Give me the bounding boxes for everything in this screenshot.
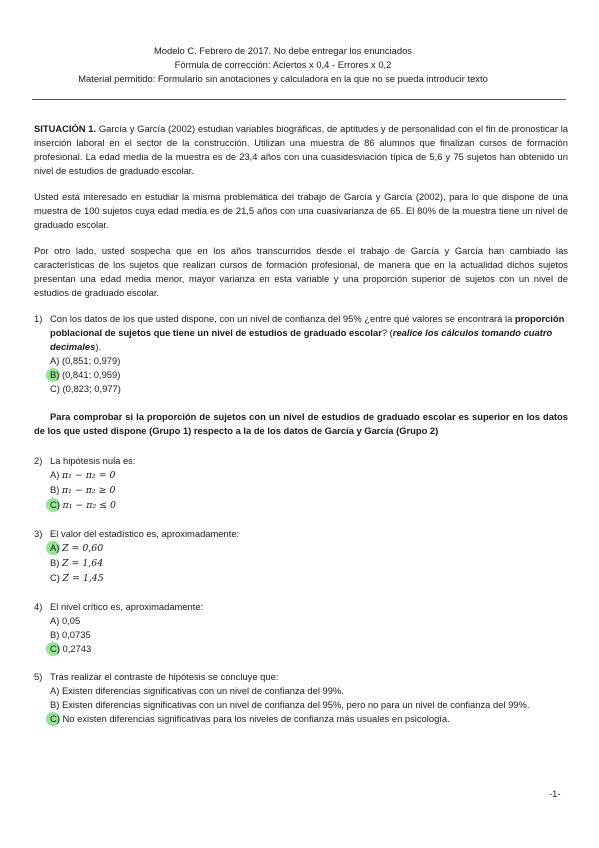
option-letter: C): [50, 499, 60, 510]
answer-option[interactable]: [50, 498, 568, 513]
answer-option[interactable]: [50, 698, 568, 712]
question-stem: El valor del estadístico es, aproximadamente:: [50, 528, 240, 539]
question-number: 4): [34, 601, 43, 612]
answer-option[interactable]: [50, 628, 568, 642]
option-list: [34, 684, 568, 726]
question-5: [34, 670, 568, 726]
option-letter: C): [50, 713, 60, 724]
header-line-2: Fórmula de corrección: Aciertos x 0,4 - Errores x 0,2: [174, 59, 392, 70]
question-stem: La hipótesis nula es:: [50, 455, 136, 466]
header-divider: [32, 99, 566, 100]
question-text: ? (: [381, 327, 393, 338]
answer-option[interactable]: [50, 368, 568, 382]
option-letter: B): [50, 699, 60, 710]
option-letter: B): [50, 629, 60, 640]
option-letter: B): [50, 484, 60, 495]
question-number: 3): [34, 528, 43, 539]
question-number: 2): [34, 455, 43, 466]
answer-option[interactable]: [50, 712, 568, 726]
answer-option[interactable]: [50, 642, 568, 656]
answer-option[interactable]: [50, 382, 568, 396]
option-text: Z = 1,45: [62, 573, 104, 584]
header-line-1: Modelo C. Febrero de 2017. No debe entregar los enunciados: [154, 45, 412, 56]
situation-label: SITUACIÓN 1.: [34, 123, 97, 134]
option-list: [34, 468, 568, 513]
option-text: 0,2743: [62, 643, 92, 654]
exam-header: [0, 44, 566, 86]
option-text: (0,841; 0,959): [61, 369, 121, 380]
question-text: Con los datos de los que usted dispone, con un nivel de confianza del 95% ¿entre qué valores se encontrará la: [50, 313, 515, 324]
option-letter: A): [50, 685, 60, 696]
option-text: Z = 1,64: [61, 558, 104, 569]
situation-paragraph-2: Usted está interesado en estudiar la misma problemática del trabajo de García y García (2002), para lo que dispone de una muestra de 100 sujetos cuya edad media es de 21,5 años con una cuasivarianza de 65. El 80% de la muestra tiene un nivel de graduado escolar.: [34, 191, 568, 230]
question-2: [34, 454, 568, 513]
answer-option[interactable]: [50, 483, 568, 498]
question-instruction: realice los cálculos tomando cuatro decimales: [50, 327, 553, 352]
option-letter: C): [50, 383, 60, 394]
option-letter: A): [50, 469, 60, 480]
situation-text-1: García y García (2002) estudian variables biográficas, de aptitudes y de personalidad con el fin de pronosticar la inserción laboral en el sector de la construcción. Utilizan una muestra de 86 alumnos que finalizan cursos de formación profesional. La edad media de la muestra es de 23,4 años con una cuasidesviación típica de 5,6 y 75 sujetos han obtenido un nivel de estudios de graduado escolar.: [34, 123, 568, 176]
option-text: Z = 0,60: [61, 543, 104, 554]
option-list: [34, 541, 568, 586]
answer-option[interactable]: [50, 684, 568, 698]
option-text: Existen diferencias significativas con un nivel de confianza del 99%.: [61, 685, 344, 696]
option-letter: A): [50, 615, 60, 626]
question-stem: El nivel crítico es, aproximadamente:: [50, 601, 204, 612]
situation-paragraph-3: Por otro lado, usted sospecha que en los años transcurridos desde el trabajo de García y García han cambiado las características de los sujetos que realizan cursos de formación profesional, de manera que en la actualidad dichos sujetos presentan una edad media menor, mayor varianza en esta variable y una proporción superior de sujetos con un nivel de estudios de graduado escolar.: [34, 245, 568, 298]
answer-option[interactable]: [50, 468, 568, 483]
option-text: π₁ − π₂ ≥ 0: [61, 485, 116, 496]
option-list: [34, 354, 568, 396]
option-letter: B): [50, 369, 60, 380]
option-text: π₁ − π₂ = 0: [61, 470, 116, 481]
option-letter: C): [50, 572, 60, 583]
exam-content: [34, 122, 568, 740]
answer-option[interactable]: [50, 614, 568, 628]
option-text: (0,823; 0,977): [62, 383, 121, 394]
situation-paragraph-1: [34, 122, 568, 178]
option-letter: A): [50, 542, 60, 553]
option-letter: A): [50, 355, 60, 366]
option-text: No existen diferencias significativas para los niveles de confianza más usuales en psicología.: [62, 713, 450, 724]
answer-option[interactable]: [50, 556, 568, 571]
option-text: π₁ − π₂ ≤ 0: [62, 500, 116, 511]
option-text: 0,05: [61, 615, 81, 626]
option-text: 0,0735: [61, 629, 91, 640]
answer-option[interactable]: [50, 571, 568, 586]
option-text: Existen diferencias significativas con un nivel de confianza del 95%, pero no para un nivel de confianza del 99%.: [61, 699, 530, 710]
page-number: -1-: [549, 788, 561, 799]
option-letter: C): [50, 643, 60, 654]
section-heading: Para comprobar si la proporción de sujetos con un nivel de estudios de graduado escolar es superior en los datos de los que usted dispone (Grupo 1) respecto a la de los datos de García y García (Grupo 2): [34, 411, 568, 436]
question-4: [34, 600, 568, 656]
question-number: 5): [34, 671, 43, 682]
option-letter: B): [50, 557, 60, 568]
question-number: 1): [34, 313, 43, 324]
option-list: [34, 614, 568, 656]
answer-option[interactable]: [50, 541, 568, 556]
option-text: (0,851; 0,979): [61, 355, 121, 366]
question-text: ).: [95, 341, 102, 352]
question-stem: [50, 312, 568, 354]
question-emphasis: proporción poblacional de sujetos que tiene un nivel de estudios de graduado escolar: [50, 313, 565, 338]
question-3: [34, 527, 568, 586]
question-1: [34, 312, 568, 396]
answer-option[interactable]: [50, 354, 568, 368]
header-line-3: Material permitido: Formulario sin anotaciones y calculadora en la que no se pueda introducir texto: [78, 73, 488, 84]
question-stem: Tras realizar el contraste de hipótesis se concluye que:: [50, 671, 279, 682]
